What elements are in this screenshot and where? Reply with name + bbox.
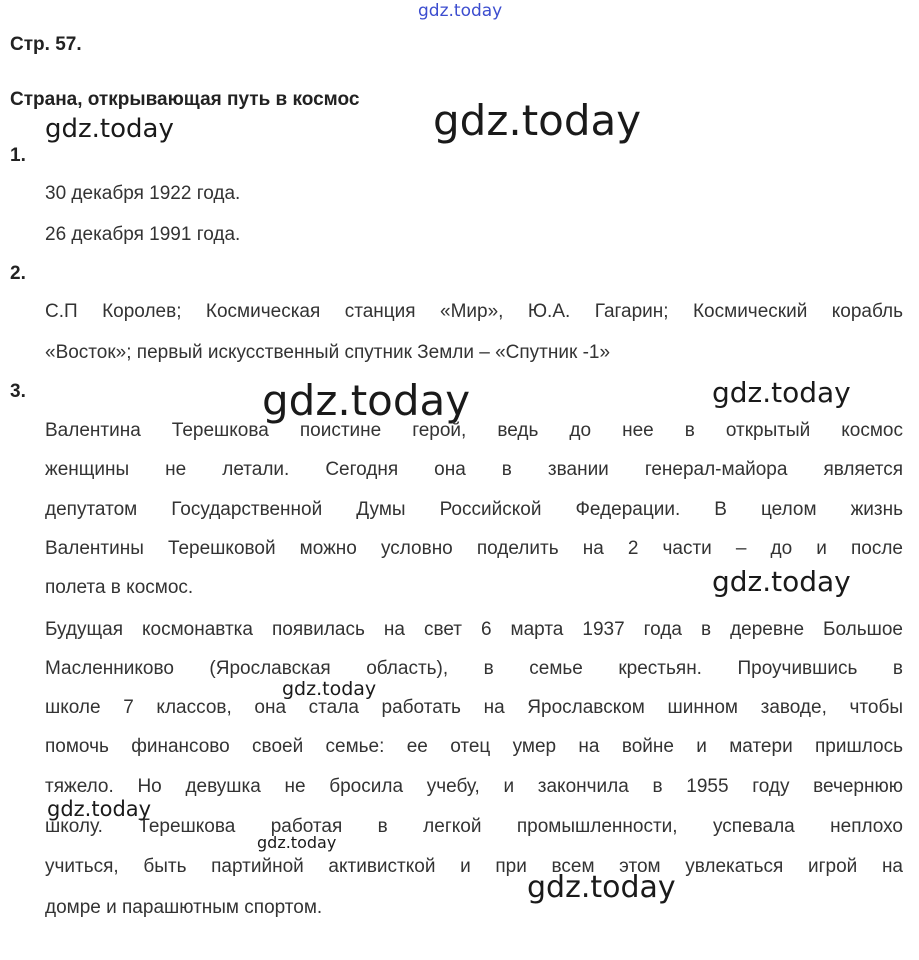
watermark-right-lower: gdz.today (712, 565, 851, 598)
task3-line: женщины не летали. Сегодня она в звании генерал-майора является (45, 459, 903, 480)
task3-line: учиться, быть партийной активисткой и при всем этом увлекаться игрой на (45, 856, 903, 877)
task1-line: 26 декабря 1991 года. (45, 224, 241, 245)
task3-line: Будущая космонавтка появилась на свет 6 марта 1937 года в деревне Большое (45, 619, 903, 640)
task3-line: депутатом Государственной Думы Российской Федерации. В целом жизнь (45, 499, 903, 520)
task1-line: 30 декабря 1922 года. (45, 183, 241, 204)
watermark-large-center: gdz.today (433, 96, 642, 145)
task3-line: помочь финансово своей семье: ее отец умер на войне и матери пришлось (45, 736, 903, 757)
task3-line: школе 7 классов, она стала работать на Ярославском шинном заводе, чтобы (45, 697, 903, 718)
watermark-small-left: gdz.today (47, 797, 152, 821)
task3-line: школу. Терешкова работая в легкой промышленности, успевала неплохо (45, 816, 903, 837)
watermark-tiny-left: gdz.today (257, 833, 337, 852)
watermark-small-mid: gdz.today (282, 678, 377, 700)
section-title: Страна, открывающая путь в космос (10, 89, 360, 110)
task3-line: Масленниково (Ярославская область), в семье крестьян. Проучившись в (45, 658, 903, 679)
task-number-2: 2. (10, 263, 26, 284)
task3-line: Валентина Терешкова поистине герой, ведь до нее в открытый космос (45, 420, 903, 441)
task3-line: Валентины Терешковой можно условно поделить на 2 части – до и после (45, 538, 903, 559)
task3-line: домре и парашютным спортом. (45, 897, 323, 918)
watermark-right-upper: gdz.today (712, 376, 851, 409)
watermark-bottom-center: gdz.today (527, 870, 676, 905)
task-number-1: 1. (10, 145, 26, 166)
watermark-left-small: gdz.today (45, 114, 174, 144)
watermark-top: gdz.today (418, 1, 503, 21)
task2-line: «Восток»; первый искусственный спутник Земли – «Спутник -1» (45, 342, 611, 363)
task2-line: С.П Королев; Космическая станция «Мир», Ю.А. Гагарин; Космический корабль (45, 301, 903, 322)
task-number-3: 3. (10, 381, 26, 402)
page-label: Стр. 57. (10, 34, 82, 55)
task3-line: полета в космос. (45, 577, 194, 598)
watermark-large-mid: gdz.today (262, 376, 471, 425)
task3-line: тяжело. Но девушка не бросила учебу, и закончила в 1955 году вечернюю (45, 776, 903, 797)
